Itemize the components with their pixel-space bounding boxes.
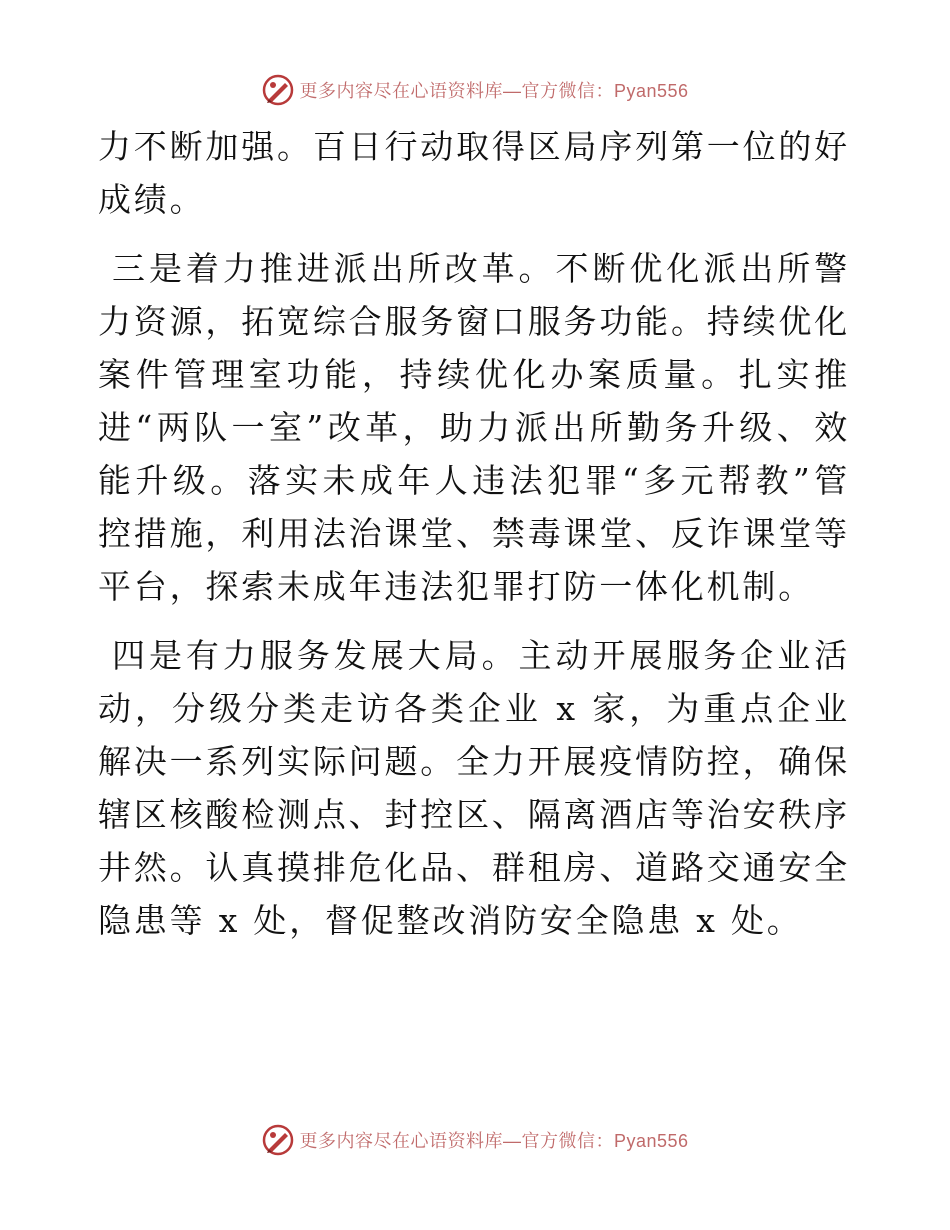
document-body	[98, 120, 850, 947]
pen-logo-icon	[261, 1123, 295, 1157]
header-watermark-text: 更多内容尽在心语资料库—官方微信：Pyan556	[299, 81, 689, 101]
footer-watermark	[0, 1120, 950, 1160]
pen-logo-icon	[261, 73, 295, 107]
header-watermark	[0, 70, 950, 110]
paragraph-serve-development: 四是有力服务发展大局。主动开展服务企业活动，分级分类走访各类企业 x 家，为重点企业解决一系列实际问题。全力开展疫情防控，确保辖区核酸检测点、封控区、隔离酒店等治安秩序井然。认真摸排危化品、群租房、道路交通安全隐患等 x 处，督促整改消防安全隐患 x 处。	[98, 636, 850, 940]
footer-watermark-text: 更多内容尽在心语资料库—官方微信：Pyan556	[299, 1131, 689, 1151]
paragraph-police-station-reform: 三是着力推进派出所改革。不断优化派出所警力资源，拓宽综合服务窗口服务功能。持续优化案件管理室功能，持续优化办案质量。扎实推进“两队一室”改革，助力派出所勤务升级、效能升级。落实未成年人违法犯罪“多元帮教”管控措施，利用法治课堂、禁毒课堂、反诈课堂等平台，探索未成年违法犯罪打防一体化机制。	[98, 249, 850, 606]
paragraph-continuation: 力不断加强。百日行动取得区局序列第一位的好成绩。	[98, 127, 850, 219]
